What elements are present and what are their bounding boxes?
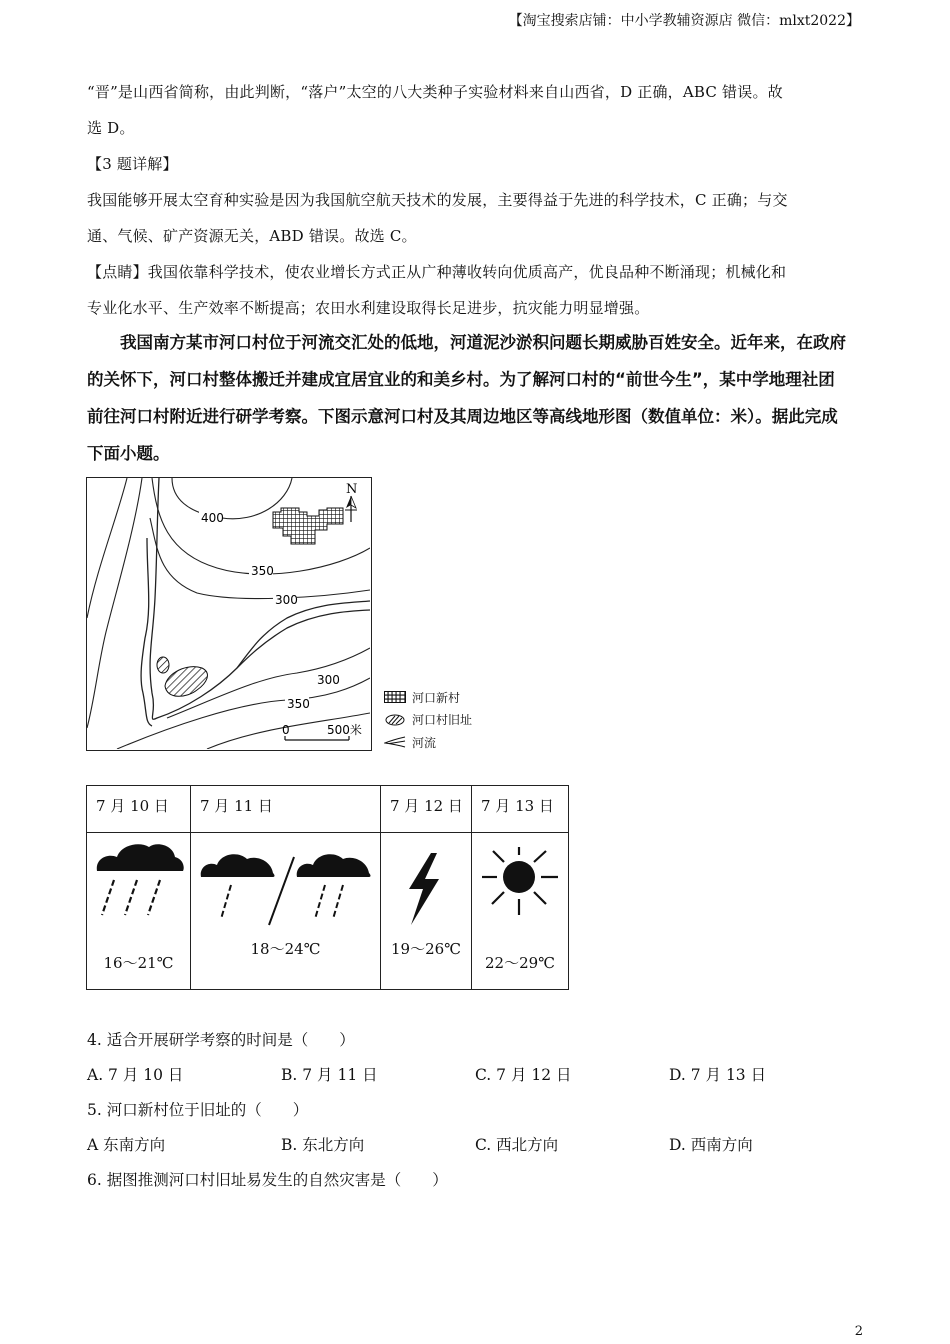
analysis-line-2: 选 D。: [87, 119, 135, 137]
weather-temp-3: 19～26℃: [391, 940, 461, 958]
contour-label-300-south: 300: [317, 673, 340, 687]
weather-date-1: 7 月 10 日: [87, 786, 191, 833]
weather-cell-1: [87, 833, 191, 990]
passage-line-2: 的关怀下，河口村整体搬迁并建成宜居宜业的和美乡村。为了解河口村的“前世今生”，某中学地理社团: [87, 370, 835, 389]
weather-cell-2: [191, 833, 381, 990]
weather-table: [86, 785, 569, 990]
comment-line-2: 专业化水平、生产效率不断提高；农田水利建设取得长足进步，抗灾能力明显增强。: [87, 299, 650, 317]
new-village-grid-icon: [384, 691, 406, 703]
q3-line-2: 通、气候、矿产资源无关，ABD 错误。故选 C。: [87, 227, 417, 245]
scale-zero: 0: [282, 723, 290, 737]
map-legend: [384, 686, 472, 754]
comment-line-1: 【点睛】我国依靠科学技术，使农业增长方式正从广种薄收转向优质高产，优良品种不断涌现；机械化和: [87, 263, 787, 281]
question-4-stem: 4. 适合开展研学考察的时间是（ ）: [87, 1031, 355, 1049]
contour-label-350: 350: [251, 564, 274, 578]
lightning-icon: [381, 833, 464, 933]
weather-temp-1: 16～21℃: [103, 954, 174, 972]
north-arrow-icon: [345, 496, 357, 522]
question-4-option-b: B. 7 月 11 日: [281, 1066, 378, 1084]
scale-label: 500米: [327, 723, 362, 737]
question-5-option-a: A 东南方向: [87, 1136, 166, 1154]
weather-temp-4: 22～29℃: [485, 954, 555, 972]
weather-temp-2: 18～24℃: [250, 940, 321, 958]
passage-line-4: 下面小题。: [87, 444, 170, 463]
page-number: 2: [854, 1324, 863, 1339]
contour-label-300: 300: [275, 593, 298, 607]
contour-label-400: 400: [201, 511, 224, 525]
weather-cell-4: [472, 833, 569, 990]
question-5-option-b: B. 东北方向: [281, 1136, 365, 1154]
question-4-option-c: C. 7 月 12 日: [475, 1066, 572, 1084]
analysis-line-1: “晋”是山西省简称，由此判断，“落户”太空的八大类种子实验材料来自山西省，D 正确，ABC 错误。故: [87, 83, 783, 101]
old-village-hatch-icon: [384, 714, 406, 726]
question-4-option-a: A. 7 月 10 日: [87, 1066, 184, 1084]
weather-date-3: 7 月 12 日: [381, 786, 472, 833]
question-6-stem: 6. 据图推测河口村旧址易发生的自然灾害是（ ）: [87, 1171, 448, 1189]
page-header: 【淘宝搜索店铺：中小学教辅资源店 微信：mlxt2022】: [508, 13, 860, 29]
passage-line-1: 我国南方某市河口村位于河流交汇处的低地，河道泥沙淤积问题长期威胁百姓安全。近年来，在政府: [120, 333, 846, 352]
legend-new-village: 河口新村: [384, 686, 472, 709]
passage-line-3: 前往河口村附近进行研学考察。下图示意河口村及其周边地区等高线地形图（数值单位：米）。据此完成: [87, 407, 838, 426]
question-4-option-d: D. 7 月 13 日: [669, 1066, 767, 1084]
heavy-rain-icon: [87, 833, 190, 933]
weather-date-4: 7 月 13 日: [472, 786, 569, 833]
sun-icon: [472, 833, 567, 933]
legend-river: 河流: [384, 731, 472, 754]
question-5-stem: 5. 河口新村位于旧址的（ ）: [87, 1101, 309, 1119]
weather-cell-3: [381, 833, 472, 990]
river-icon: [384, 736, 406, 748]
rain-showers-icon: [191, 833, 373, 933]
north-label: N: [346, 482, 358, 497]
contour-map: [86, 477, 372, 751]
weather-date-2: 7 月 11 日: [191, 786, 381, 833]
legend-old-village: 河口村旧址: [384, 709, 472, 732]
q3-title: 【3 题详解】: [87, 155, 178, 173]
question-5-option-c: C. 西北方向: [475, 1136, 559, 1154]
q3-line-1: 我国能够开展太空育种实验是因为我国航空航天技术的发展，主要得益于先进的科学技术，C 正确；与交: [87, 191, 788, 209]
contour-label-350-south: 350: [287, 697, 310, 711]
question-5-option-d: D. 西南方向: [669, 1136, 753, 1154]
